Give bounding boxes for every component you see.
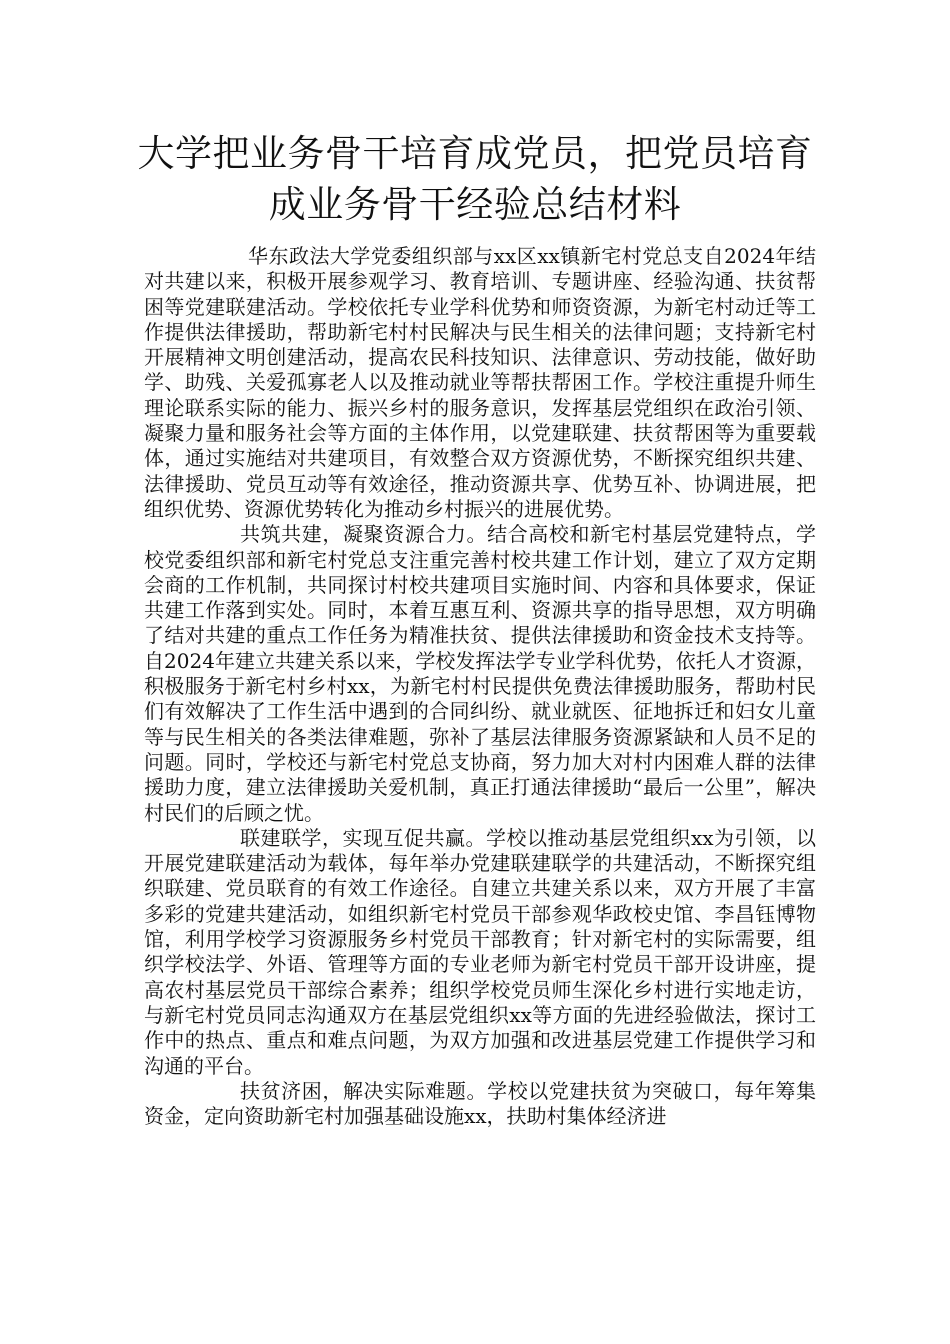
document-body xyxy=(144,244,816,1129)
paragraph-poverty-relief: 扶贫济困，解决实际难题。学校以党建扶贫为突破口，每年筹集资金，定向资助新宅村加强基础设施xx，扶助村集体经济进 xyxy=(144,1078,816,1129)
title-line-1: 大学把业务骨干培育成党员，把党员培育 xyxy=(137,132,813,175)
title-line-2: 成业务骨干经验总结材料 xyxy=(268,183,682,226)
paragraph-intro: 华东政法大学党委组织部与xx区xx镇新宅村党总支自2024年结对共建以来，积极开展参观学习、教育培训、专题讲座、经验沟通、扶贫帮困等党建联建活动。学校依托专业学科优势和师资资源，为新宅村动迁等工作提供法律援助，帮助新宅村村民解决与民生相关的法律问题；支持新宅村开展精神文明创建活动，提高农民科技知识、法律意识、劳动技能，做好助学、助残、关爱孤寡老人以及推动就业等帮扶帮困工作。学校注重提升师生理论联系实际的能力、振兴乡村的服务意识，发挥基层党组织在政治引领、凝聚力量和服务社会等方面的主体作用，以党建联建、扶贫帮困等为重要载体，通过实施结对共建项目，有效整合双方资源优势，不断探究组织共建、法律援助、党员互动等有效途径，推动资源共享、优势互补、协调进展，把组织优势、资源优势转化为推动乡村振兴的进展优势。 xyxy=(144,244,816,521)
paragraph-co-construction: 共筑共建，凝聚资源合力。结合高校和新宅村基层党建特点，学校党委组织部和新宅村党总支注重完善村校共建工作计划，建立了双方定期会商的工作机制，共同探讨村校共建项目实施时间、内容和具体要求，保证共建工作落到实处。同时，本着互惠互利、资源共享的指导思想，双方明确了结对共建的重点工作任务为精准扶贫、提供法律援助和资金技术支持等。自2024年建立共建关系以来，学校发挥法学专业学科优势，依托人才资源，积极服务于新宅村乡村xx，为新宅村村民提供免费法律援助服务，帮助村民们有效解决了工作生活中遇到的合同纠纷、就业就医、征地拆迁和妇女儿童等与民生相关的各类法律难题，弥补了基层法律服务资源紧缺和人员不足的问题。同时，学校还与新宅村党总支协商，努力加大对村内困难人群的法律援助力度，建立法律援助关爱机制，真正打通法律援助“最后一公里”，解决村民们的后顾之忧。 xyxy=(144,522,816,825)
paragraph-joint-learning: 联建联学，实现互促共赢。学校以推动基层党组织xx为引领，以开展党建联建活动为载体，每年举办党建联建联学的共建活动，不断探究组织联建、党员联育的有效工作途径。自建立共建关系以来，双方开展了丰富多彩的党建共建活动，如组织新宅村党员干部参观华政校史馆、李昌钰博物馆，利用学校学习资源服务乡村党员干部教育；针对新宅村的实际需要，组织学校法学、外语、管理等方面的专业老师为新宅村党员干部开设讲座，提高农村基层党员干部综合素养；组织学校党员师生深化乡村进行实地走访，与新宅村党员同志沟通双方在基层党组织xx等方面的先进经验做法，探讨工作中的热点、重点和难点问题，为双方加强和改进基层党建工作提供学习和沟通的平台。 xyxy=(144,825,816,1078)
document-title xyxy=(100,128,850,230)
